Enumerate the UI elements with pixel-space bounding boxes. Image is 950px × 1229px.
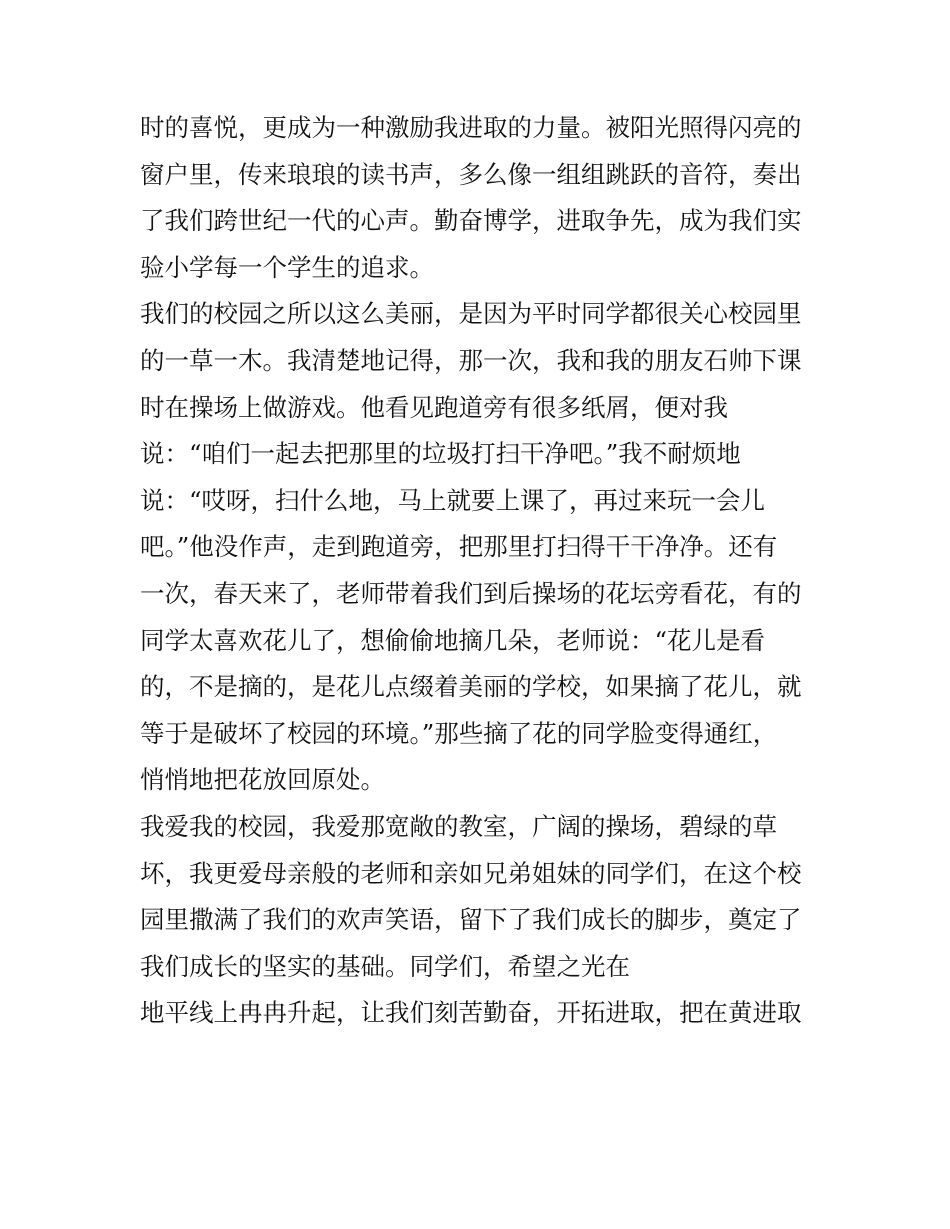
- text-line: 的，不是摘的，是花儿点缀着美丽的学校，如果摘了花儿，就: [140, 672, 802, 702]
- text-line: 吧。”他没作声，走到跑道旁，把那里打扫得干干净净。还有: [140, 532, 778, 562]
- text-line: 一次，春天来了，老师带着我们到后操场的花坛旁看花，有的: [140, 578, 802, 608]
- text-line: 我们成长的坚实的基础。同学们，希望之光在: [140, 951, 630, 981]
- text-line: 验小学每一个学生的追求。: [140, 252, 434, 282]
- text-line: 时在操场上做游戏。他看见跑道旁有很多纸屑，便对我: [140, 392, 728, 422]
- text-line: 说：“哎呀，扫什么地，马上就要上课了，再过来玩一会儿: [140, 485, 766, 515]
- text-line: 窗户里，传来琅琅的读书声，多么像一组组跳跃的音符，奏出: [140, 159, 802, 189]
- text-line: 地平线上冉冉升起，让我们刻苦勤奋，开拓进取，把在黄进取: [140, 998, 802, 1028]
- text-line: 我们的校园之所以这么美丽，是因为平时同学都很关心校园里: [140, 299, 802, 329]
- text-line: 同学太喜欢花儿了，想偷偷地摘几朵，老师说：“花儿是看: [140, 625, 766, 655]
- text-line: 说：“咱们一起去把那里的垃圾打扫干净吧。”我不耐烦地: [140, 439, 741, 469]
- text-line: 等于是破坏了校园的环境。”那些摘了花的同学脸变得通红，: [140, 718, 778, 748]
- text-line: 的一草一木。我清楚地记得，那一次，我和我的朋友石帅下课: [140, 345, 802, 375]
- text-line: 坏，我更爱母亲般的老师和亲如兄弟姐妹的同学们，在这个校: [140, 858, 802, 888]
- text-line: 园里撒满了我们的欢声笑语，留下了我们成长的脚步，奠定了: [140, 905, 802, 935]
- text-line: 悄悄地把花放回原处。: [140, 765, 385, 795]
- body-text: [140, 105, 820, 1037]
- text-line: 了我们跨世纪一代的心声。勤奋博学，进取争先，成为我们实: [140, 206, 802, 236]
- text-line: 我爱我的校园，我爱那宽敞的教室，广阔的操场，碧绿的草: [140, 811, 777, 841]
- text-line: 时的喜悦，更成为一种激励我进取的力量。被阳光照得闪亮的: [140, 113, 802, 142]
